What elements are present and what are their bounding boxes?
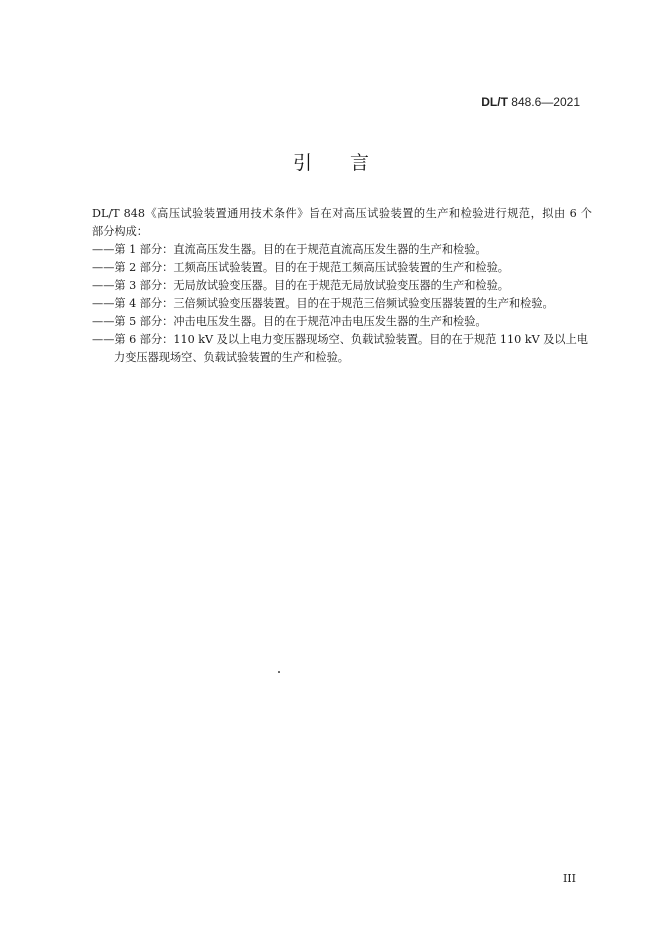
list-item-part-1 [92, 241, 592, 259]
standard-number: 848.6—2021 [511, 95, 580, 109]
intro-line-2: 部分构成： [92, 225, 148, 238]
part-6-continuation: 力变压器现场空、负载试验装置的生产和检验。 [114, 351, 349, 364]
intro-paragraph [92, 205, 592, 241]
list-item-part-3 [92, 277, 592, 295]
list-item-part-4 [92, 295, 592, 313]
list-item-part-5 [92, 313, 592, 331]
part-4-text: ——第 4 部分：三倍频试验变压器装置。目的在于规范三倍频试验变压器装置的生产和检验。 [92, 297, 554, 310]
parts-list [92, 241, 592, 367]
part-5-text: ——第 5 部分：冲击电压发生器。目的在于规范冲击电压发生器的生产和检验。 [92, 315, 487, 328]
part-6-text: ——第 6 部分：110 kV 及以上电力变压器现场空、负载试验装置。目的在于规范 110 kV 及以上电 [92, 333, 588, 346]
stray-mark [278, 671, 280, 673]
page-number: III [562, 872, 576, 885]
part-3-text: ——第 3 部分：无局放试验变压器。目的在于规范无局放试验变压器的生产和检验。 [92, 279, 509, 292]
part-2-text: ——第 2 部分：工频高压试验装置。目的在于规范工频高压试验装置的生产和检验。 [92, 261, 509, 274]
list-item-part-2 [92, 259, 592, 277]
document-body [92, 205, 592, 367]
list-item-part-6 [92, 331, 592, 367]
standard-code [481, 95, 580, 109]
part-1-text: ——第 1 部分：直流高压发生器。目的在于规范直流高压发生器的生产和检验。 [92, 243, 487, 256]
intro-line-1: DL/T 848《高压试验装置通用技术条件》旨在对高压试验装置的生产和检验进行规范，拟由 6 个 [92, 207, 592, 220]
standard-prefix: DL/T [481, 95, 508, 109]
page-title: 引言 [292, 152, 407, 174]
